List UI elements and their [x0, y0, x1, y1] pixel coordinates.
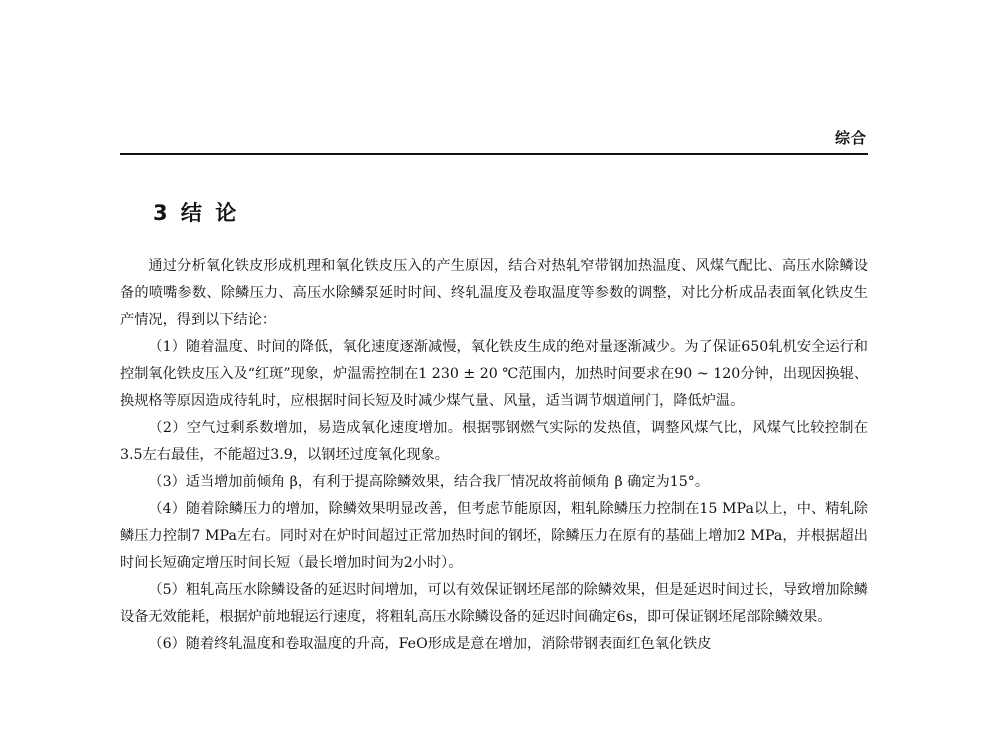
- conclusion-5: （5）粗轧高压水除鳞设备的延迟时间增加，可以有效保证钢坯尾部的除鳞效果，但是延迟时间过长，导致增加除鳞设备无效能耗，根据炉前地辊运行速度，将粗轧高压水除鳞设备的延迟时间确定6s，即可保证钢坯尾部除鳞效果。: [120, 582, 868, 625]
- section-heading: 3 结 论: [153, 201, 240, 225]
- header-rule: [120, 153, 868, 155]
- conclusion-3: （3）适当增加前倾角 β，有利于提高除鳞效果，结合我厂情况故将前倾角 β 确定为15°。: [148, 474, 710, 490]
- conclusion-6: （6）随着终轧温度和卷取温度的升高，FeO形成是意在增加，消除带钢表面红色氧化铁皮: [148, 636, 712, 652]
- conclusion-2: （2）空气过剩系数增加，易造成氧化速度增加。根据鄂钢燃气实际的发热值，调整风煤气比，风煤气比较控制在3.5左右最佳，不能超过3.9，以钢坯过度氧化现象。: [120, 420, 868, 463]
- conclusion-1: （1）随着温度、时间的降低，氧化速度逐渐减慢，氧化铁皮生成的绝对量逐渐减少。为了保证650轧机安全运行和控制氧化铁皮压入及“红斑”现象，炉温需控制在1 230 ± 20 ℃范围内，加热时间要求在90 ~ 120分钟，出现因换辊、换规格等原因造成待轧时，应根据时间长短及时减少煤气量、风量，适当调节烟道闸门，降低炉温。: [120, 339, 869, 409]
- section-body: [120, 253, 868, 658]
- intro-paragraph: 通过分析氧化铁皮形成机理和氧化铁皮压入的产生原因，结合对热轧窄带钢加热温度、风煤气配比、高压水除鳞设备的喷嘴参数、除鳞压力、高压水除鳞泵延时时间、终轧温度及卷取温度等参数的调整，对比分析成品表面氧化铁皮生产情况，得到以下结论：: [120, 258, 868, 328]
- conclusion-4: （4）随着除鳞压力的增加，除鳞效果明显改善，但考虑节能原因，粗轧除鳞压力控制在15 MPa以上，中、精轧除鳞压力控制7 MPa左右。同时对在炉时间超过正常加热时间的钢坯，除鳞压力在原有的基础上增加2 MPa，并根据超出时间长短确定增压时间长短（最长增加时间为2小时）。: [120, 501, 868, 571]
- journal-section-label: 综合: [834, 129, 867, 147]
